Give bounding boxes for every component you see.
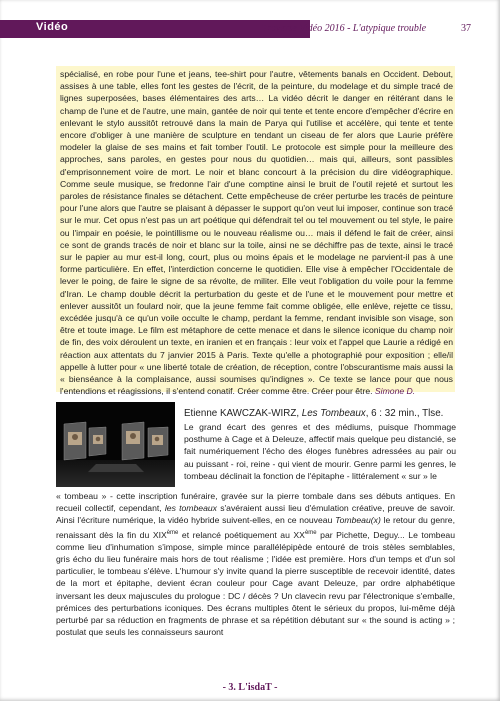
video-still-svg xyxy=(56,402,175,487)
review-body: spécialisé, en robe pour l'une et jeans, tee-shirt pour l'autre, vêtements banals en Occident. Debout, assises à une table, elles font les gestes de l'écrit, de la peinture, du modelage et du simple tracé de lignes superposées, bases élémentaires des arts… La vidéo décrit le danger en réitérant dans le champ de l'une et de l'autre, une main, gantée de noir qui tente et tente encore d'empêcher d'écrire en enlevant le stylo aussitôt retrouvé dans la main de Parya qui l'utilise et accélère, qui tente et tente encore d'obliger à une manière de sculpture en tendant un ciseau de fer alors que Laurie préfère modeler la glaise de ses mains et fait tomber l'outil. Le protocole est simple pour la meilleure des approches, sans paroles, en gestes pour nous du quotidien… mais qui, ailleurs, sont passibles d'emprisonnement voire de mort. Le noir et blanc concourt à la précision du dire vidéographique. Comme seule musique, se fredonne l'air d'une comptine ainsi le bruit de l'outil rejeté et surtout les paroles de résistance finales se détachent. Cette empêcheuse de créer perturbe les tracés de peinture pour l'une alors que l'autre se plaisant à dépasser le support qu'on veut lui imposer, continue son tracé sur le mur. Cet opus n'est pas un art poétique qui défendrait tel ou tel mouvement ou tel style, le paire ou l'impair en poésie, le pointillisme ou le nouveau réalisme ou… mais il défend le fait de créer, ainsi ce sont de grands tracés de noir et blanc sur la toile, ainsi ne se déchiffre pas de texte, ainsi le tracé sur le papier au mur est-il long, court, plus ou moins épais et le modelage ne parvient-il pas à une forme particulière. En effet, l'interdiction concerne le quotidien. Elle vise à empêcher l'Occidentale de lever le poing, de faire le signe de sa révolte, de militer. Elle veut l'obligation du voile pour la femme d'Iran. Le champ double décrit la perturbation du geste et de l'une et le mouvement pour mettre et enlever aussitôt un foulard noir, que la jeune femme fait comme obligée, elle enlève, rejette ce tissu, excédée jusqu'à ce qu'un voile occulte le champ, perdant la femme, rendant invisible son visage, son être et toute image. Le film est métaphore de cette menace et dans le silence iconique du champ noir de fin, des voix déroulent un texte, en iranien et en français : leur voix et l'appel que Laurie a rédigé en réaction aux attentats du 7 janvier 2015 à Paris. Texte qu'elle a photographié pour exposition ; elle/il appelle à lutter pour « une liberté totale de création, de réception, contre l'obscurantisme mais aussi la « bienséance à la complaisance, aussi soumises qu'indignes ». Ce texte se lance pour que nous l'entendions et réagissions, il s'entend conatif. Créer comme être. Créer pour être. xyxy=(60,69,453,397)
century-suffix: ème xyxy=(166,529,179,536)
artist-name: Etienne KAWCZAK-WIRZ, xyxy=(184,408,300,419)
century-suffix: ème xyxy=(304,529,317,536)
running-title: Traverse Vidéo 2016 - L'atypique trouble xyxy=(262,23,427,34)
section-label: Vidéo xyxy=(36,21,69,33)
work-title: Les Tombeaux xyxy=(301,408,366,419)
highlighted-review-text xyxy=(60,68,453,397)
page-number: 37 xyxy=(461,23,471,34)
article-italic-term: Tombeau(x) xyxy=(335,515,381,526)
video-still-frames-icon xyxy=(56,402,175,487)
article-text-part: « tombeau » - cette inscription funéraire, gravée sur la pierre tombale dans ses débuts antiques. En recueil collectif, cependant, xyxy=(56,491,455,514)
article-text-narrow: Le grand écart des genres et des médiums, puisque l'hommage posthume à Cage et à Deleuze, affectif mais quelque peu distancié, se fait numériquement l'écho des éloges funèbres adressées au pair ou au puissant - roi, reine - qui vient de mourir. Genre parmi les genres, le tombeau déclinait la fonction de l'épitaphe - littéralement « sur » le xyxy=(184,422,456,481)
review-signature: Simone D. xyxy=(374,386,416,397)
article-italic-term: les tombeaux xyxy=(164,503,217,514)
article-text-wide xyxy=(56,490,455,638)
article-text-part: par Pichette, Deguy... Le tombeau comme lieu d'inhumation s'impose, simple mince parallélépipède entouré de trois stèles semblables, gris écho du lieu funéraire mais hors de tout réalisme ; l'idée est première. Hors d'un temps et d'un sol particulier, le tombeau s'élève. L'humour s'y invite quand la pierre susceptible de recevoir identité, dates de la mort et épitaphe, devient écran couleur pour Cage avant Deleuze, par ordre alphabétique inversant les deux majuscules du prologue : DC / décès ? Un clavecin revu par l'électronique s'emballe, prémices des perturbations iconiques. Des écrans multiples ôtent le sérieux du propos, lui-même déjà perturbé par sa réduction en fragments de phrase et sa répétition débutant sur « the sound is acting » ; postulat que seuls les connaisseurs sauront xyxy=(56,529,455,638)
page-footer: - 3. L'isdaT - xyxy=(222,682,278,693)
article-heading xyxy=(184,408,456,419)
article-text-part: le retour du genre, renaissant dès la fin du XIX xyxy=(56,515,455,540)
work-details: , 6 : 32 min., Tlse. xyxy=(365,408,444,419)
article-text-part: s'avéraient aussi lieu d'émulation créative, preuve de savoir. Ainsi l'écriture numérique, la vidéo hybride suivent-elles, en ce nouveau xyxy=(56,503,455,526)
article-text-part: et relancé poétiquement au XX xyxy=(178,529,305,540)
